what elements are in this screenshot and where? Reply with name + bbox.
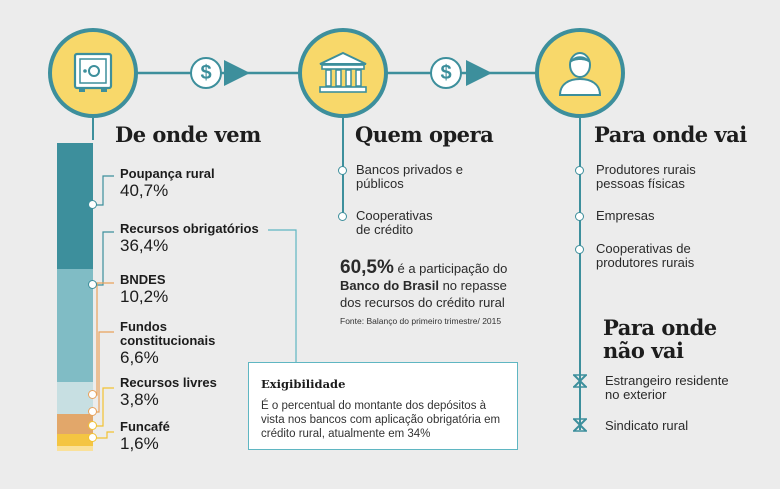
person-icon — [555, 48, 605, 98]
bb-stat-text-a: é a participação do — [393, 261, 508, 276]
bb-stat-text-c: dos recursos do crédito rural — [340, 295, 505, 310]
fund-pct: 6,6% — [120, 348, 159, 367]
fund-label-funcafe — [120, 420, 170, 453]
fund-name: Recursos obrigatórios — [120, 221, 259, 236]
bb-stat-pct: 60,5% — [340, 257, 394, 278]
bb-stat-text-b: no repasse — [438, 278, 507, 293]
list-bullet — [575, 245, 584, 254]
fund-name: Recursos livres — [120, 375, 217, 390]
bank-icon — [317, 50, 369, 96]
not-destination-item: Estrangeiro residente no exterior — [605, 373, 729, 402]
dollar-icon: $ — [190, 57, 222, 89]
connector-dot — [88, 280, 97, 289]
fund-name-line1: Fundos — [120, 319, 167, 334]
section-title-operators: Quem opera — [355, 122, 494, 147]
fund-pct: 40,7% — [120, 181, 169, 200]
fund-name: Poupança rural — [120, 166, 215, 181]
list-bullet — [338, 212, 347, 221]
fund-pct: 3,8% — [120, 390, 159, 409]
bank-icon-circle — [298, 28, 388, 118]
not-destination-item: Sindicato rural — [605, 418, 689, 433]
person-icon-circle — [535, 28, 625, 118]
bb-stat — [340, 259, 530, 326]
exigibilidade-box — [248, 362, 518, 450]
x-mark-icon — [572, 418, 588, 432]
fund-label-poupanca — [120, 167, 215, 200]
destination-item: Cooperativas de produtores rurais — [596, 241, 695, 270]
bb-stat-bold: Banco do Brasil — [340, 278, 439, 293]
fund-pct: 36,4% — [120, 236, 169, 255]
destination-item: Empresas — [596, 208, 655, 223]
list-bullet — [338, 166, 347, 175]
fund-name-line2: constitucionais — [120, 333, 216, 348]
fund-name: BNDES — [120, 272, 166, 287]
operator-item: Cooperativas de crédito — [356, 208, 433, 237]
connector-dot — [88, 407, 97, 416]
fund-label-fundos — [120, 320, 215, 367]
section-title-not-to-line1: Para onde — [603, 315, 717, 340]
list-bullet — [575, 166, 584, 175]
fund-label-bndes — [120, 273, 168, 306]
info-text: É o percentual do montante dos depósitos à vista nos bancos com aplicação obrigatória em crédito rural, atualmente em 34% — [261, 400, 501, 440]
x-mark-icon — [572, 374, 588, 388]
section-title-from: De onde vem — [115, 122, 261, 147]
arrow-icon — [466, 60, 492, 86]
operator-item: Bancos privados e públicos — [356, 162, 463, 191]
info-title: Exigibilidade — [261, 377, 346, 391]
connector-dot — [88, 390, 97, 399]
connector-dot — [88, 433, 97, 442]
fund-label-livres — [120, 376, 217, 409]
fund-pct: 1,6% — [120, 434, 159, 453]
safe-icon-circle — [48, 28, 138, 118]
connector-dot — [88, 421, 97, 430]
arrow-icon — [224, 60, 250, 86]
connector-dot — [88, 200, 97, 209]
bb-stat-source: Fonte: Balanço do primeiro trimestre/ 2015 — [340, 316, 502, 326]
section-title-to: Para onde vai — [594, 122, 747, 147]
dollar-icon: $ — [430, 57, 462, 89]
funding-stacked-bar — [57, 143, 93, 451]
list-bullet — [575, 212, 584, 221]
bar-segment — [57, 446, 93, 451]
fund-name: Funcafé — [120, 419, 170, 434]
fund-label-obrigatorios — [120, 222, 259, 255]
destination-item: Produtores rurais pessoas físicas — [596, 162, 696, 191]
section-title-not-to-line2: não vai — [603, 338, 684, 363]
fund-pct: 10,2% — [120, 287, 169, 306]
safe-icon — [70, 50, 116, 96]
section-title-not-to — [603, 316, 717, 362]
